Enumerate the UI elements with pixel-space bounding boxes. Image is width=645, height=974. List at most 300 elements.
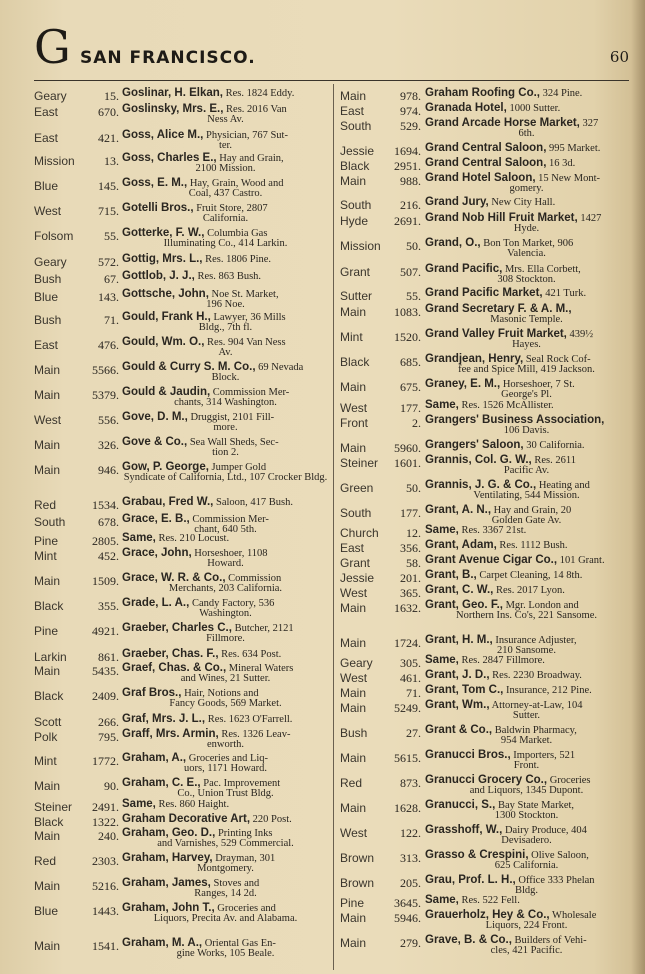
entry-text [122,271,329,282]
city-title: SAN FRANCISCO. [80,48,256,68]
exchange-name: Main [340,380,367,394]
listing-continuation: 1300 Stockton. [494,810,559,821]
exchange-name: Bush [340,726,368,740]
listing-name: Gove, D. M., [122,411,188,423]
entry-text [425,173,628,194]
listing-name: Grant, Geo. F., [425,599,503,611]
exchange-name: West [340,586,368,600]
listing-name: Grant, C. W., [425,584,494,596]
listing-name: Graf, Mrs. J. L., [122,713,206,725]
listing-continuation: and Varnishes, 529 Commercial. [157,838,294,849]
listing-details: 220 Post. [252,814,292,825]
entry-text [425,700,628,721]
listing-details: Res. 522 Fell. [461,895,520,906]
phone-number: 507. [400,265,421,279]
entry-text [425,197,628,208]
phone-number: 143. [98,290,119,304]
phone-number: 122. [400,826,421,840]
listing-details: 15 New Mont- [538,173,600,184]
listing-continuation: Fillmore. [206,633,245,644]
entry-text [122,573,329,594]
exchange-name: Jessie [340,571,375,585]
exchange-name: Polk [34,730,58,744]
listing-details: Hair, Notions and [184,688,259,699]
phone-number: 946. [98,463,119,477]
listing-name: Grand Arcade Horse Market, [425,117,580,129]
listing-details: Baldwin Pharmacy, [494,725,577,736]
listing-name: Grace, W. R. & Co., [122,572,226,584]
phone-number: 266. [98,715,119,729]
listing-name: Grasso & Crespini, [425,849,529,861]
listing-name: Same, [425,654,459,666]
exchange-name: Main [340,305,367,319]
listing-details: Commission [228,573,282,584]
phone-number: 27. [406,726,421,740]
listing-continuation: and Liquors, 1345 Dupont. [469,785,584,796]
listing-details: Stoves and [213,878,260,889]
phone-number: 365. [400,586,421,600]
exchange-name: Pine [34,624,59,638]
listing-name: Grasshoff, W., [425,824,503,836]
listing-name: Same, [425,894,459,906]
exchange-name: Red [340,776,363,790]
entry-text [122,254,329,265]
phone-number: 13. [104,154,119,168]
entry-text [122,88,329,99]
exchange-name: Main [34,363,61,377]
listing-details: Mgr. London and [505,600,579,611]
listing-details: Dairy Produce, 404 [504,825,587,836]
exchange-name: Geary [34,89,67,103]
entry-text [122,663,329,684]
phone-number: 177. [400,401,421,415]
phone-number: 326. [98,438,119,452]
phone-number: 861. [98,650,119,664]
listing-details: Attorney-at-Law, 104 [491,700,583,711]
listing-name: Grand Nob Hill Fruit Market, [425,212,578,224]
phone-number: 58. [406,556,421,570]
phone-number: 55. [104,229,119,243]
entry-text [122,104,329,125]
listing-details: Res. 863 Bush. [197,271,262,282]
exchange-name: Blue [34,904,59,918]
listing-name: Goss, Charles E., [122,152,217,164]
listing-continuation: Hyde. [513,223,540,234]
exchange-name: Main [340,686,367,700]
entry-text [425,455,628,476]
listing-name: Grand Central Saloon, [425,142,547,154]
listing-name: Graham Decorative Art, [122,813,251,825]
listing-continuation: Fancy Goods, 569 Market. [169,698,282,709]
listing-continuation: chant, 640 5th. [194,524,257,535]
entry-text [425,850,628,871]
listing-continuation: 308 Stockton. [497,274,556,285]
listing-details: Res. 2847 Fillmore. [461,655,545,666]
listing-details: Printing Inks [217,828,273,839]
entry-text [122,729,329,750]
listing-details: 16 3d. [549,158,576,169]
listing-details: Horseshoer, 7 St. [502,379,575,390]
listing-name: Grant, B., [425,569,477,581]
exchange-name: Mint [34,549,57,563]
phone-number: 279. [400,936,421,950]
phone-number: 201. [400,571,421,585]
listing-details: Wholesale [552,910,597,921]
phone-number: 2805. [92,534,119,548]
phone-number: 2409. [92,689,119,703]
phone-number: 12. [406,526,421,540]
section-letter: G [34,20,71,74]
entry-text [122,878,329,899]
listing-continuation: 196 Noe. [206,299,245,310]
exchange-name: Red [34,854,57,868]
exchange-name: Grant [340,556,371,570]
exchange-name: Sutter [340,289,373,303]
listing-continuation: uors, 1171 Howard. [183,763,267,774]
exchange-name: Front [340,416,369,430]
entry-text [425,775,628,796]
phone-number: 974. [400,104,421,118]
exchange-name: Brown [340,876,375,890]
listing-continuation: Ventilating, 544 Mission. [473,490,580,501]
exchange-name: West [34,413,62,427]
listing-continuation: Merchants, 203 California. [168,583,283,594]
entry-text [425,415,628,436]
phone-number: 670. [98,105,119,119]
page-spine-shadow [631,0,645,974]
entry-text [425,288,628,299]
listing-name: Same, [122,532,156,544]
listing-name: Granada Hotel, [425,102,507,114]
listing-continuation: gine Works, 105 Beale. [176,948,275,959]
entry-text [425,655,628,666]
exchange-name: East [340,541,365,555]
phone-number: 421. [98,131,119,145]
phone-number: 5379. [92,388,119,402]
listing-continuation: Sutter. [512,710,541,721]
listing-continuation: Bldg., 7th fl. [198,322,253,333]
listing-name: Goss, Alice M., [122,129,204,141]
listing-details: Res. 1326 Leav- [221,729,291,740]
entry-text [122,814,329,825]
listing-continuation: Co., Union Trust Bldg. [177,788,274,799]
listing-details: 1427 [580,213,602,224]
listing-details: Noe St. Market, [211,289,279,300]
entry-text [425,505,628,526]
listing-name: Graeber, Chas. F., [122,648,219,660]
listing-details: 69 Nevada [258,362,304,373]
entry-text [425,570,628,581]
listing-name: Grand Pacific Market, [425,287,543,299]
listing-details: Carpet Cleaning, 14 8th. [479,570,583,581]
listing-details: Bon Ton Market, 906 [483,238,574,249]
column-divider [333,84,334,970]
entry-text [425,525,628,536]
entry-text [122,362,329,383]
listing-name: Grace, E. B., [122,513,190,525]
exchange-name: West [340,401,368,415]
exchange-name: Mission [34,154,75,168]
phone-number: 529. [400,119,421,133]
listing-continuation: California. [202,213,249,224]
entry-text [425,143,628,154]
phone-number: 675. [400,380,421,394]
entry-text [425,825,628,846]
exchange-name: Main [34,388,61,402]
listing-details: Res. 1806 Pine. [205,254,272,265]
exchange-name: Mission [340,239,381,253]
listing-name: Grant, J. D., [425,669,490,681]
listing-name: Graff, Mrs. Armin, [122,728,219,740]
exchange-name: South [340,506,372,520]
listing-continuation: Illuminating Co., 414 Larkin. [163,238,288,249]
entry-text [122,853,329,874]
page-number: 60 [609,48,629,66]
listing-continuation: Pacific Av. [503,465,550,476]
phone-number: 5615. [394,751,421,765]
phone-number: 476. [98,338,119,352]
listing-continuation: Front. [513,760,540,771]
entry-text [122,623,329,644]
entry-text [122,533,329,544]
listing-name: Gotterke, F. W., [122,227,205,239]
exchange-name: South [34,515,66,529]
phone-number: 1520. [394,330,421,344]
listing-details: Candy Factory, 536 [191,598,275,609]
listing-details: 327 [582,118,599,129]
entry-text [122,649,329,660]
exchange-name: Jessie [340,144,375,158]
entry-text [122,598,329,619]
listing-name: Grant & Co., [425,724,493,736]
header-rule [34,80,629,81]
phone-number: 3645. [394,896,421,910]
entry-text [122,903,329,924]
exchange-name: Main [34,779,61,793]
listing-name: Granucci Bros., [425,749,511,761]
exchange-name: Scott [34,715,62,729]
listing-name: Gould & Jaudin, [122,386,211,398]
exchange-name: Main [34,829,61,843]
listing-details: Drayman, 301 [215,853,276,864]
listing-name: Graham, James, [122,877,211,889]
listing-continuation: enworth. [206,739,245,750]
exchange-name: Main [34,664,61,678]
phone-number: 452. [98,549,119,563]
exchange-name: Geary [340,656,373,670]
listing-name: Graeber, Charles C., [122,622,232,634]
phone-number: 685. [400,355,421,369]
listing-name: Gottlob, J. J., [122,270,195,282]
listing-details: Commission Mer- [212,387,290,398]
listing-continuation: tion 2. [212,447,239,458]
listing-name: Grannis, J. G. & Co., [425,479,537,491]
entry-text [122,289,329,310]
listing-details: Hay and Grain, [219,153,284,164]
exchange-name: Main [340,636,367,650]
phone-number: 873. [400,776,421,790]
phone-number: 1632. [394,601,421,615]
entry-text [122,437,329,458]
entry-text [425,895,628,906]
listing-continuation: Syndicate of California, Ltd., 107 Crocker Bldg. [123,472,328,483]
exchange-name: Grant [340,265,371,279]
exchange-name: Main [34,879,61,893]
phone-number: 177. [400,506,421,520]
phone-number: 1443. [92,904,119,918]
listing-details: 439½ [569,329,594,340]
listing-name: Grace, John, [122,547,192,559]
listing-details: Groceries and Liq- [188,753,269,764]
exchange-name: West [34,204,62,218]
phone-number: 50. [406,481,421,495]
listing-name: Graham, Geo. D., [122,827,216,839]
phone-number: 15. [104,89,119,103]
listing-continuation: Masonic Temple. [490,314,563,325]
listing-name: Grade, L. A., [122,597,190,609]
exchange-name: Main [340,89,367,103]
exchange-name: Main [34,574,61,588]
entry-text [122,938,329,959]
listing-name: Graef, Chas. & Co., [122,662,227,674]
exchange-name: Folsom [34,229,74,243]
entry-text [425,600,628,621]
phone-number: 305. [400,656,421,670]
phone-number: 5435. [92,664,119,678]
listing-details: Res. 1824 Eddy. [225,88,295,99]
entry-text [122,497,329,508]
phone-number: 4921. [92,624,119,638]
exchange-name: Main [34,438,61,452]
exchange-name: South [340,198,372,212]
listing-details: Res. 1623 O'Farrell. [207,714,293,725]
entry-text [425,440,628,451]
exchange-name: Mint [34,754,57,768]
listing-continuation: cles, 421 Pacific. [490,945,563,956]
phone-number: 2951. [394,159,421,173]
listing-name: Grannis, Col. G. W., [425,454,532,466]
phone-number: 1083. [394,305,421,319]
listing-details: Res. 634 Post. [221,649,282,660]
entry-text [122,387,329,408]
listing-details: Commission Mer- [192,514,269,525]
entry-text [425,685,628,696]
entry-text [122,799,329,810]
listing-details: 421 Turk. [545,288,587,299]
phone-number: 2491. [92,800,119,814]
phone-number: 461. [400,671,421,685]
left-column [34,82,329,972]
phone-number: 71. [406,686,421,700]
listing-name: Graham, John T., [122,902,215,914]
listing-name: Same, [425,399,459,411]
listing-name: Gould, Wm. O., [122,336,205,348]
listing-details: Physician, 767 Sut- [206,130,288,141]
entry-text [122,778,329,799]
listing-name: Grand Secretary F. & A. M., [425,303,572,315]
phone-number: 1534. [92,498,119,512]
listing-name: Grand Valley Fruit Market, [425,328,567,340]
exchange-name: South [340,119,372,133]
listing-continuation: Av. [218,347,233,358]
entry-text [425,800,628,821]
exchange-name: East [34,105,59,119]
phone-number: 978. [400,89,421,103]
exchange-name: Main [34,463,61,477]
phone-number: 1724. [394,636,421,650]
listing-details: Jumper Gold [211,462,267,473]
listing-continuation: Liquors, 224 Front. [485,920,568,931]
entry-text [425,158,628,169]
listing-continuation: Bldg. [514,885,539,896]
exchange-name: Bush [34,313,62,327]
phone-number: 1322. [92,815,119,829]
listing-details: Office 333 Phelan [518,875,595,886]
exchange-name: Black [34,599,64,613]
exchange-name: Bush [34,272,62,286]
listing-continuation: Ness Av. [207,114,244,125]
listing-details: Horseshoer, 1108 [194,548,268,559]
listing-name: Grau, Prof. L. H., [425,874,516,886]
listing-continuation: 106 Davis. [503,425,550,436]
exchange-name: Red [34,498,57,512]
exchange-name: Main [340,441,367,455]
listing-details: Heating and [538,480,590,491]
phone-number: 1628. [394,801,421,815]
listing-details: Res. 210 Locust. [158,533,230,544]
listing-name: Grand Jury, [425,196,489,208]
listing-name: Same, [122,798,156,810]
listing-continuation: Golden Gate Av. [491,515,562,526]
listing-continuation: more. [213,422,238,433]
entry-text [425,379,628,400]
entry-text [425,400,628,411]
exchange-name: West [340,826,368,840]
phone-number: 1541. [92,939,119,953]
phone-number: 572. [98,255,119,269]
phone-number: 1772. [92,754,119,768]
listing-details: Mrs. Ella Corbett, [504,264,581,275]
listing-name: Gould & Curry S. M. Co., [122,361,256,373]
listing-details: Res. 2017 Lyon. [496,585,565,596]
listing-details: Res. 2016 Van [226,104,287,115]
phone-number: 1601. [394,456,421,470]
phone-number: 715. [98,204,119,218]
listing-name: Same, [425,524,459,536]
listing-name: Grand, O., [425,237,481,249]
listing-name: Gotelli Bros., [122,202,194,214]
exchange-name: Main [340,801,367,815]
entry-text [425,910,628,931]
entry-text [122,688,329,709]
phone-number: 90. [104,779,119,793]
entry-text [425,555,628,566]
listing-continuation: 6th. [518,128,535,139]
phone-number: 313. [400,851,421,865]
entry-text [122,337,329,358]
listing-details: Res. 1112 Bush. [499,540,568,551]
listing-name: Gow, P. George, [122,461,209,473]
listing-name: Graham Roofing Co., [425,87,540,99]
listing-name: Gottig, Mrs. L., [122,253,203,265]
phone-number: 5566. [92,363,119,377]
listing-details: Insurance, 212 Pine. [506,685,592,696]
exchange-name: Hyde [340,214,369,228]
entry-text [425,635,628,656]
listing-details: Olive Saloon, [531,850,589,861]
exchange-name: Black [340,159,370,173]
listing-continuation: George's Pl. [501,389,552,400]
